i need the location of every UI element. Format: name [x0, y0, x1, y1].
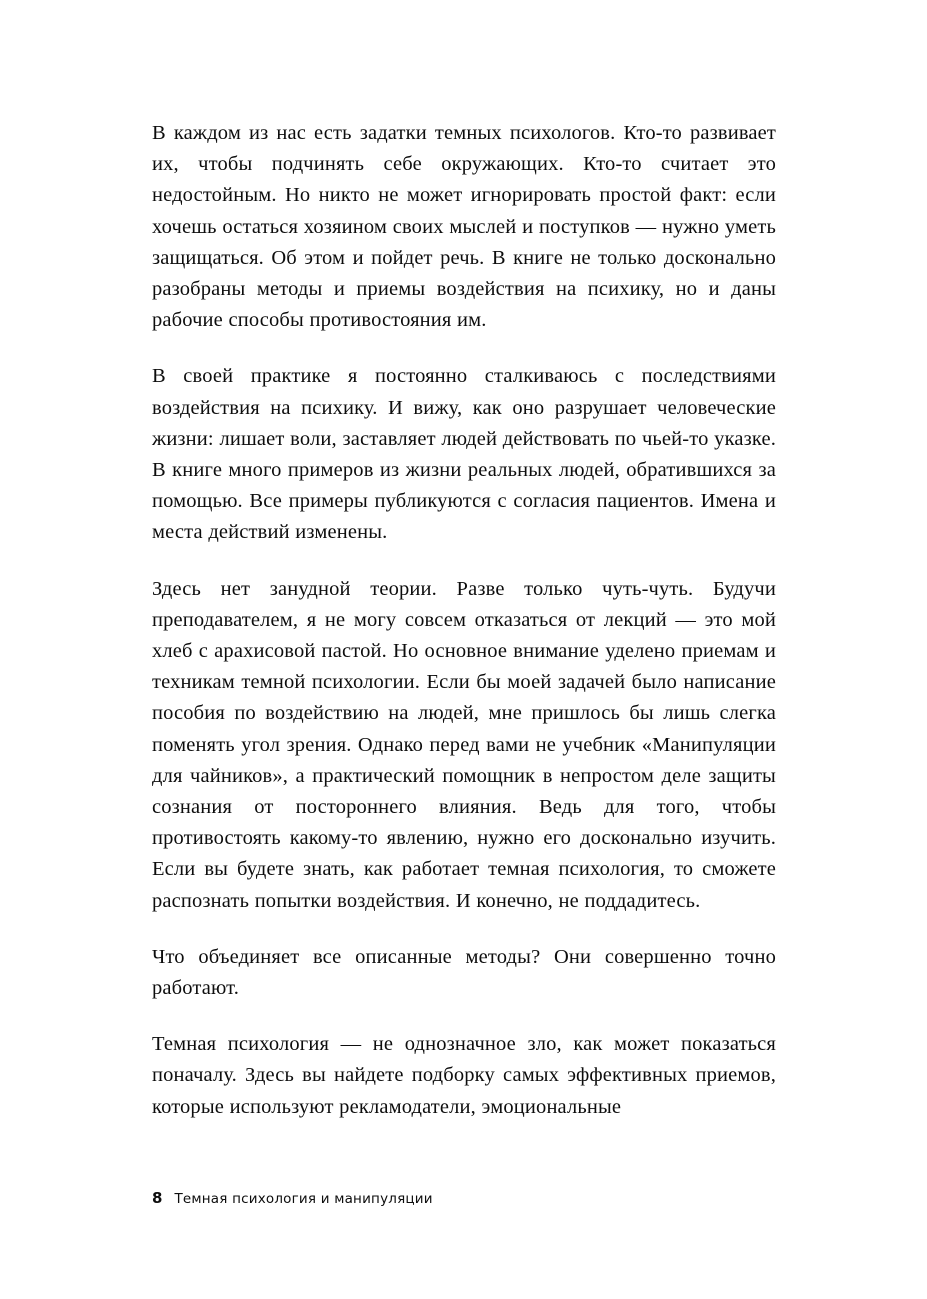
paragraph: Темная психология — не однозначное зло, как может показаться поначалу. Здесь вы найдете подборку самых эффективных приемов, которые используют рекламодатели, эмоциональные — [152, 1033, 776, 1118]
page-footer — [152, 1189, 776, 1207]
page-body — [152, 118, 776, 1123]
paragraph: Здесь нет занудной теории. Разве только чуть-чуть. Будучи преподавателем, я не могу совсем отказаться от лекций — это мой хлеб с арахисовой пастой. Но основное внимание уделено приемам и техникам темной психологии. Если бы моей задачей было написание пособия по воздействию на людей, мне пришлось бы лишь слегка поменять угол зрения. Однако перед вами не учебник «Манипуляции для чайников», а практический помощник в непростом деле защиты сознания от постороннего влияния. Ведь для того, чтобы противостоять какому-то явлению, нужно его досконально изучить. Если вы будете знать, как работает темная психология, то сможете распознать попытки воздействия. И конечно, не поддадитесь. — [152, 577, 776, 912]
paragraph: Что объединяет все описанные методы? Они совершенно точно работают. — [152, 945, 776, 1000]
page-number: 8 — [152, 1189, 163, 1207]
paragraph: В каждом из нас есть задатки темных психологов. Кто-то развивает их, чтобы подчинять себе окружающих. Кто-то считает это недостойным. Но никто не может игнорировать простой факт: если хочешь остаться хозяином своих мыслей и поступков — нужно уметь защищаться. Об этом и пойдет речь. В книге не только досконально разобраны методы и приемы воздействия на психику, но и даны рабочие способы противостояния им. — [152, 122, 776, 332]
running-title: Темная психология и манипуляции — [174, 1191, 433, 1207]
paragraph: В своей практике я постоянно сталкиваюсь с последствиями воздействия на психику. И вижу, как оно разрушает человеческие жизни: лишает воли, заставляет людей действовать по чьей-то указке. В книге много примеров из жизни реальных людей, обратившихся за помощью. Все примеры публикуются с согласия пациентов. Имена и места действий изменены. — [152, 365, 776, 544]
